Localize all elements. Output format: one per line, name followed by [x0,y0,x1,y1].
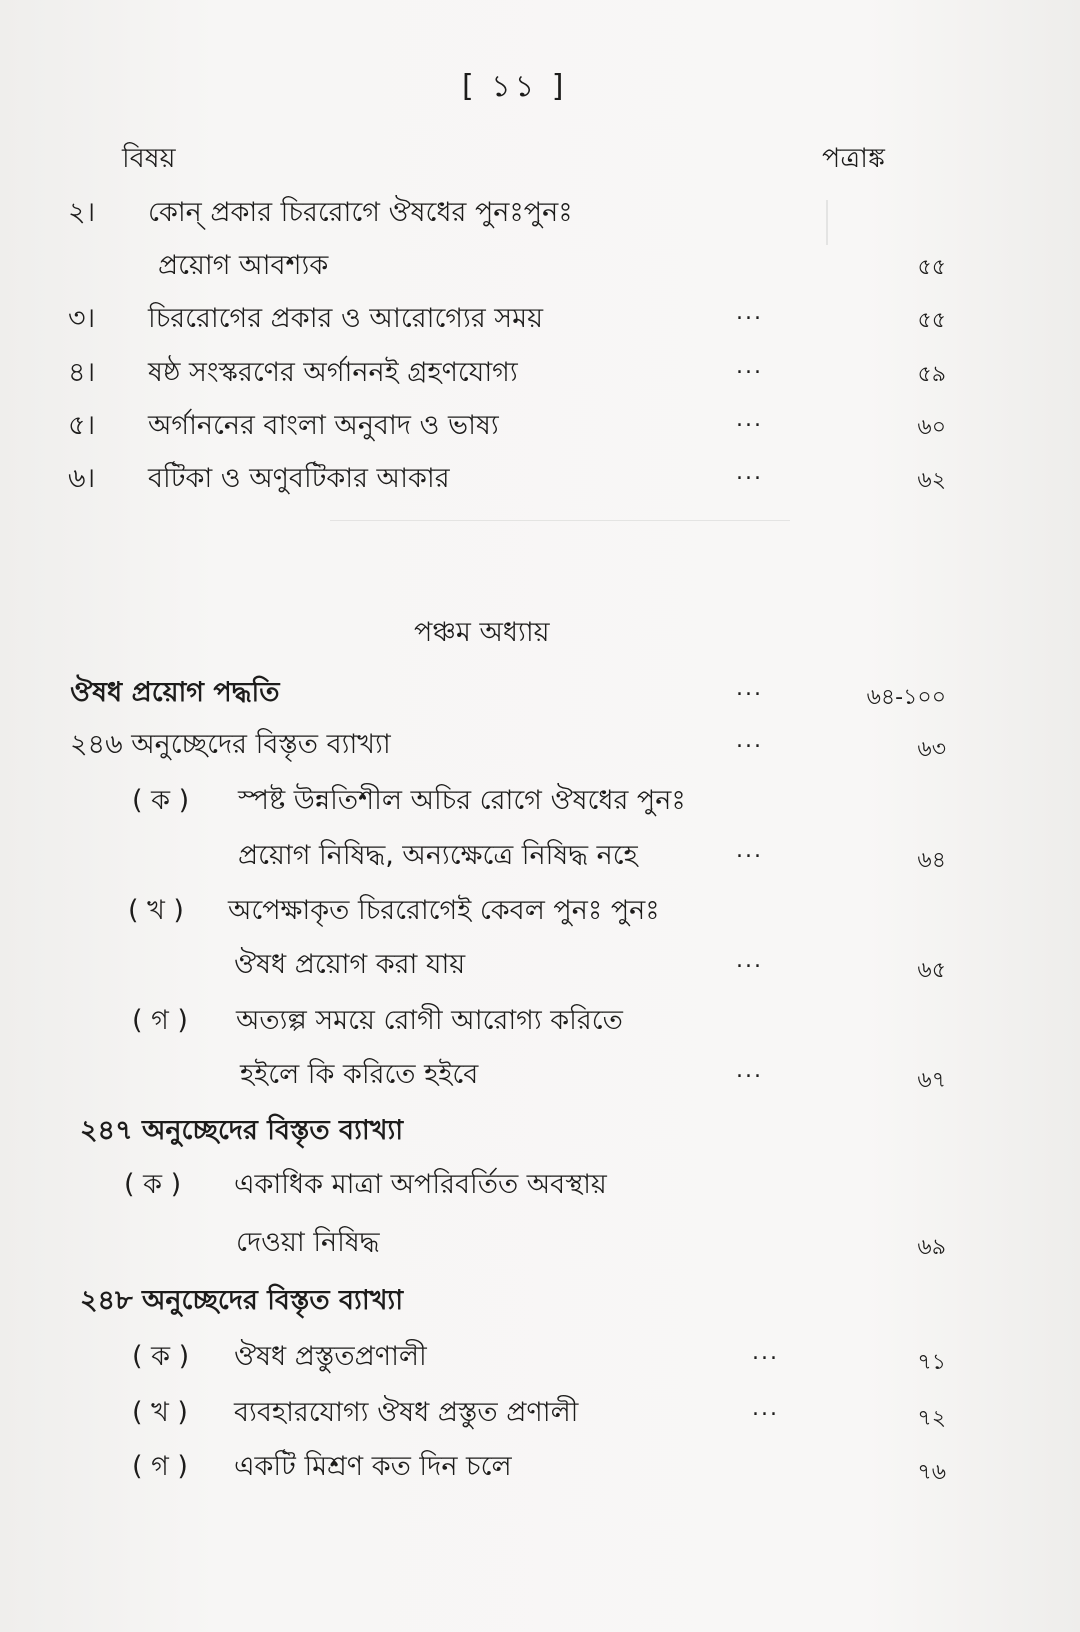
subject-column-header: বিষয় [122,143,176,174]
sub-item-title-continuation: হইলে কি করিতে হইবে [240,1059,479,1090]
sub-item-marker: ( গ ) [132,1451,188,1482]
item-title: কোন্ প্রকার চিররোগে ঔষধের পুনঃপুনঃ [148,197,573,228]
item-number: ৫। [68,410,96,441]
leader-dots: ... [736,838,763,863]
sub-item-page: ৭৬ [917,1460,946,1485]
item-title: চিররোগের প্রকার ও আরোগ্যের সময় [148,303,543,334]
item-page: ৫৫ [917,308,946,333]
item-page: ৫৫ [917,255,946,280]
leader-dots: ... [736,460,763,485]
leader-dots: ... [752,1396,779,1421]
leader-dots: ... [736,354,763,379]
sub-item-title-continuation: দেওয়া নিষিদ্ধ [236,1227,380,1258]
page-column-header: পত্রাঙ্ক [822,143,885,174]
sub-item-title: স্পষ্ট উন্নতিশীল অচির রোগে ঔষধের পুনঃ [238,785,686,816]
chapter-heading: পঞ্চম অধ্যায় [414,617,550,648]
show-through-rule [826,200,828,245]
leader-dots: ... [752,1340,779,1365]
leader-dots: ... [736,728,763,753]
sub-item-marker: ( খ ) [128,895,184,926]
leader-dots: ... [736,407,763,432]
item-number: ৪। [68,357,96,388]
sub-item-page: ৬৫ [917,958,946,983]
sub-item-page: ৭১ [917,1350,946,1375]
section-pages: ৬৪-১০০ [866,685,946,710]
sub-item-marker: ( ক ) [132,785,190,816]
leader-dots: ... [736,1058,763,1083]
subsection-heading: ২৪৮ অনুচ্ছেদের বিস্তৃত ব্যাখ্যা [80,1285,404,1316]
item-title: অর্গাননের বাংলা অনুবাদ ও ভাষ্য [148,410,499,441]
leader-dots: ... [736,948,763,973]
sub-item-marker: ( গ ) [132,1005,188,1036]
item-page: ৫৯ [917,362,946,387]
sub-item-marker: ( ক ) [132,1341,190,1372]
sub-item-title: ঔষধ প্রস্তুতপ্রণালী [234,1341,427,1372]
subsection-heading: ২৪৬ অনুচ্ছেদের বিস্তৃত ব্যাখ্যা [70,729,391,760]
item-page: ৬০ [917,415,946,440]
sub-item-page: ৭২ [917,1406,946,1431]
sub-item-title-continuation: প্রয়োগ নিষিদ্ধ, অন্যক্ষেত্রে নিষিদ্ধ নহে [238,840,638,871]
subsection-page: ৬৩ [917,737,946,762]
sub-item-page: ৬৯ [917,1235,946,1260]
sub-item-page: ৬৭ [917,1068,946,1093]
page-number: [ ১১ ] [462,69,568,104]
sub-item-marker: ( ক ) [124,1169,182,1200]
sub-item-page: ৬৪ [917,848,946,873]
sub-item-title: অপেক্ষাকৃত চিররোগেই কেবল পুনঃ পুনঃ [228,895,660,926]
item-title: বটিকা ও অণুবটিকার আকার [148,463,450,494]
subsection-heading: ২৪৭ অনুচ্ছেদের বিস্তৃত ব্যাখ্যা [80,1115,404,1146]
item-number: ২। [68,197,96,228]
show-through-rule [330,520,790,521]
sub-item-title: একটি মিশ্রণ কত দিন চলে [234,1451,512,1482]
item-title: ষষ্ঠ সংস্করণের অর্গাননই গ্রহণযোগ্য [148,357,518,388]
item-title-continuation: প্রয়োগ আবশ্যক [158,250,329,281]
section-heading: ঔষধ প্রয়োগ পদ্ধতি [70,677,280,708]
sub-item-title: অত্যল্প সময়ে রোগী আরোগ্য করিতে [236,1005,623,1036]
sub-item-marker: ( খ ) [132,1397,188,1428]
sub-item-title: ব্যবহারযোগ্য ঔষধ প্রস্তুত প্রণালী [234,1397,579,1428]
sub-item-title: একাধিক মাত্রা অপরিবর্তিত অবস্থায় [234,1169,607,1200]
leader-dots: ... [736,676,763,701]
item-page: ৬২ [917,468,946,493]
leader-dots: ... [736,300,763,325]
item-number: ৩। [68,303,96,334]
sub-item-title-continuation: ঔষধ প্রয়োগ করা যায় [234,949,466,980]
item-number: ৬। [68,463,96,494]
